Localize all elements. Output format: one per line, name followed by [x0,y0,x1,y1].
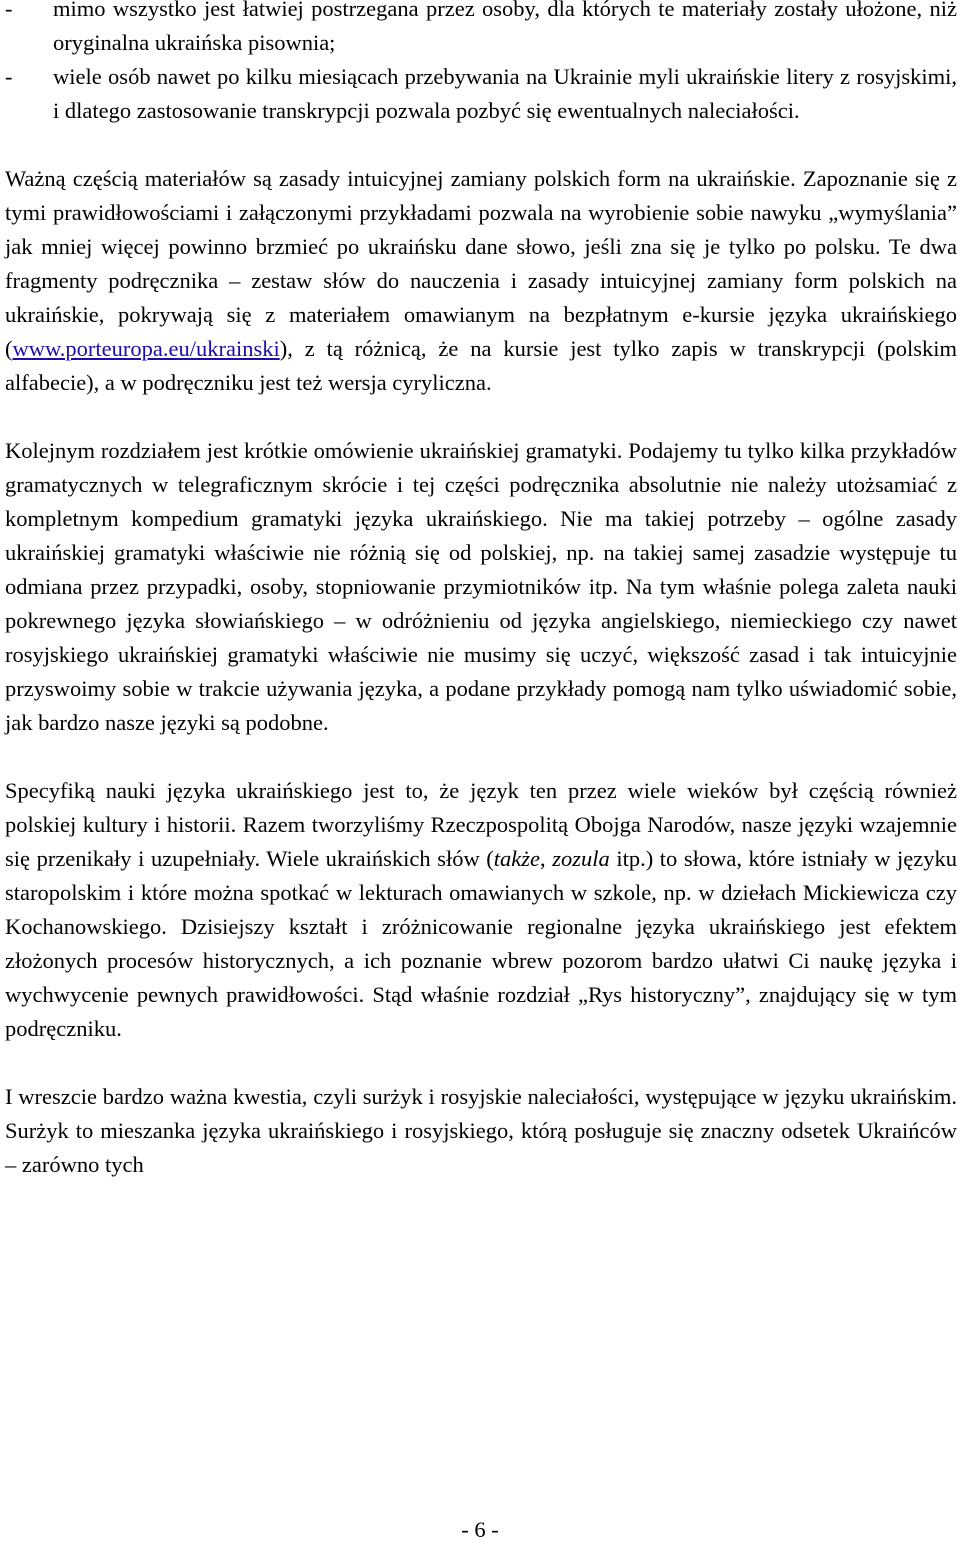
list-item [5,0,957,60]
course-link[interactable]: www.porteuropa.eu/ukrainski [12,336,280,361]
paragraph-gap [5,740,957,774]
paragraph-gap [5,1046,957,1080]
list-item-text: wiele osób nawet po kilku miesiącach przebywania na Ukrainie myli ukraińskie litery z rosyjskimi, i dlatego zastosowanie transkrypcji pozwala pozbyć się ewentualnych naleciałości. [53,64,957,123]
document-page [5,0,957,1182]
paragraph-transcription-rules [5,162,957,400]
paragraph-gap [5,400,957,434]
paragraph-text: Specyfiką nauki języka ukraińskiego jest to, że język ten przez wiele wieków był częścią również polskiej kultury i historii. Razem tworzyliśmy Rzeczpospolitą Obojga Narodów, nasze języki wzajemnie się przenikały i uzupełniały. Wiele ukraińskich słów ( [5,778,957,871]
italic-word: zozula [552,846,610,871]
separator-text: , [540,846,553,871]
paragraph-text: itp.) to słowa, które istniały w języku staropolskim i które można spotkać w lekturach omawianych w szkole, np. w dziełach Mickiewicza czy Kochanowskiego. Dzisiejszy kształt i zróżnicowanie regionalne języka ukraińskiego jest efektem złożonych procesów historycznych, a ich poznanie wbrew pozorom bardzo ułatwi Ci naukę języka i wychwycenie pewnych prawidłowości. Stąd właśnie rozdział „Rys historyczny”, znajdujący się w tym podręczniku. [5,846,958,1041]
page-number: - 6 - [461,1517,499,1542]
list-item-text: mimo wszystko jest łatwiej postrzegana przez osoby, dla których te materiały zostały ułożone, niż oryginalna ukraińska pisownia; [53,0,957,55]
paragraph-grammar: Kolejnym rozdziałem jest krótkie omówienie ukraińskiej gramatyki. Podajemy tu tylko kilka przykładów gramatycznych w telegraficznym skrócie i tej części podręcznika absolutnie nie należy utożsamiać z kompletnym kompedium gramatyki języka ukraińskiego. Nie ma takiej potrzeby – ogólne zasady ukraińskiej gramatyki właściwie nie różnią się od polskiej, np. na takiej samej zasadzie występuje tu odmiana przez przypadki, osoby, stopniowanie przymiotników itp. Na tym właśnie polega zaleta nauki pokrewnego języka słowiańskiego – w odróżnieniu od języka angielskiego, niemieckiego czy nawet rosyjskiego ukraińskiej gramatyki właściwie nie musimy się uczyć, większość zasad i tak intuicyjnie przyswoimy sobie w trakcie używania języka, a podane przykłady pomogą nam tylko uświadomić sobie, jak bardzo nasze języki są podobne. [5,438,957,735]
paragraph-text: ), z tą różnicą, że na kursie jest tylko zapis w transkrypcji (polskim alfabecie), a w podręczniku jest też wersja cyryliczna. [5,336,957,395]
italic-word: także [493,846,541,871]
list-item [5,60,957,128]
bullet-marker: - [5,64,13,89]
paragraph-history [5,774,957,1046]
bullet-marker: - [5,0,13,21]
paragraph-gap [5,128,957,162]
paragraph-text: Ważną częścią materiałów są zasady intuicyjnej zamiany polskich form na ukraińskie. Zapoznanie się z tymi prawidłowościami i załączonymi przykładami pozwala na wyrobienie sobie nawyku „wymyślania” jak mniej więcej powinno brzmieć po ukraińsku dane słowo, jeśli zna się je tylko po polsku. Te dwa fragmenty podręcznika – zestaw słów do nauczenia i zasady intuicyjnej zamiany form polskich na ukraińskie, pokrywają się z materiałem omawianym na bezpłatnym e-kursie języka ukraińskiego ( [5,166,957,361]
paragraph-surzhyk: I wreszcie bardzo ważna kwestia, czyli surżyk i rosyjskie naleciałości, występujące w języku ukraińskim. Surżyk to mieszanka języka ukraińskiego i rosyjskiego, którą posługuje się znaczny odsetek Ukraińców – zarówno tych [5,1084,957,1177]
bullet-list [5,0,957,128]
